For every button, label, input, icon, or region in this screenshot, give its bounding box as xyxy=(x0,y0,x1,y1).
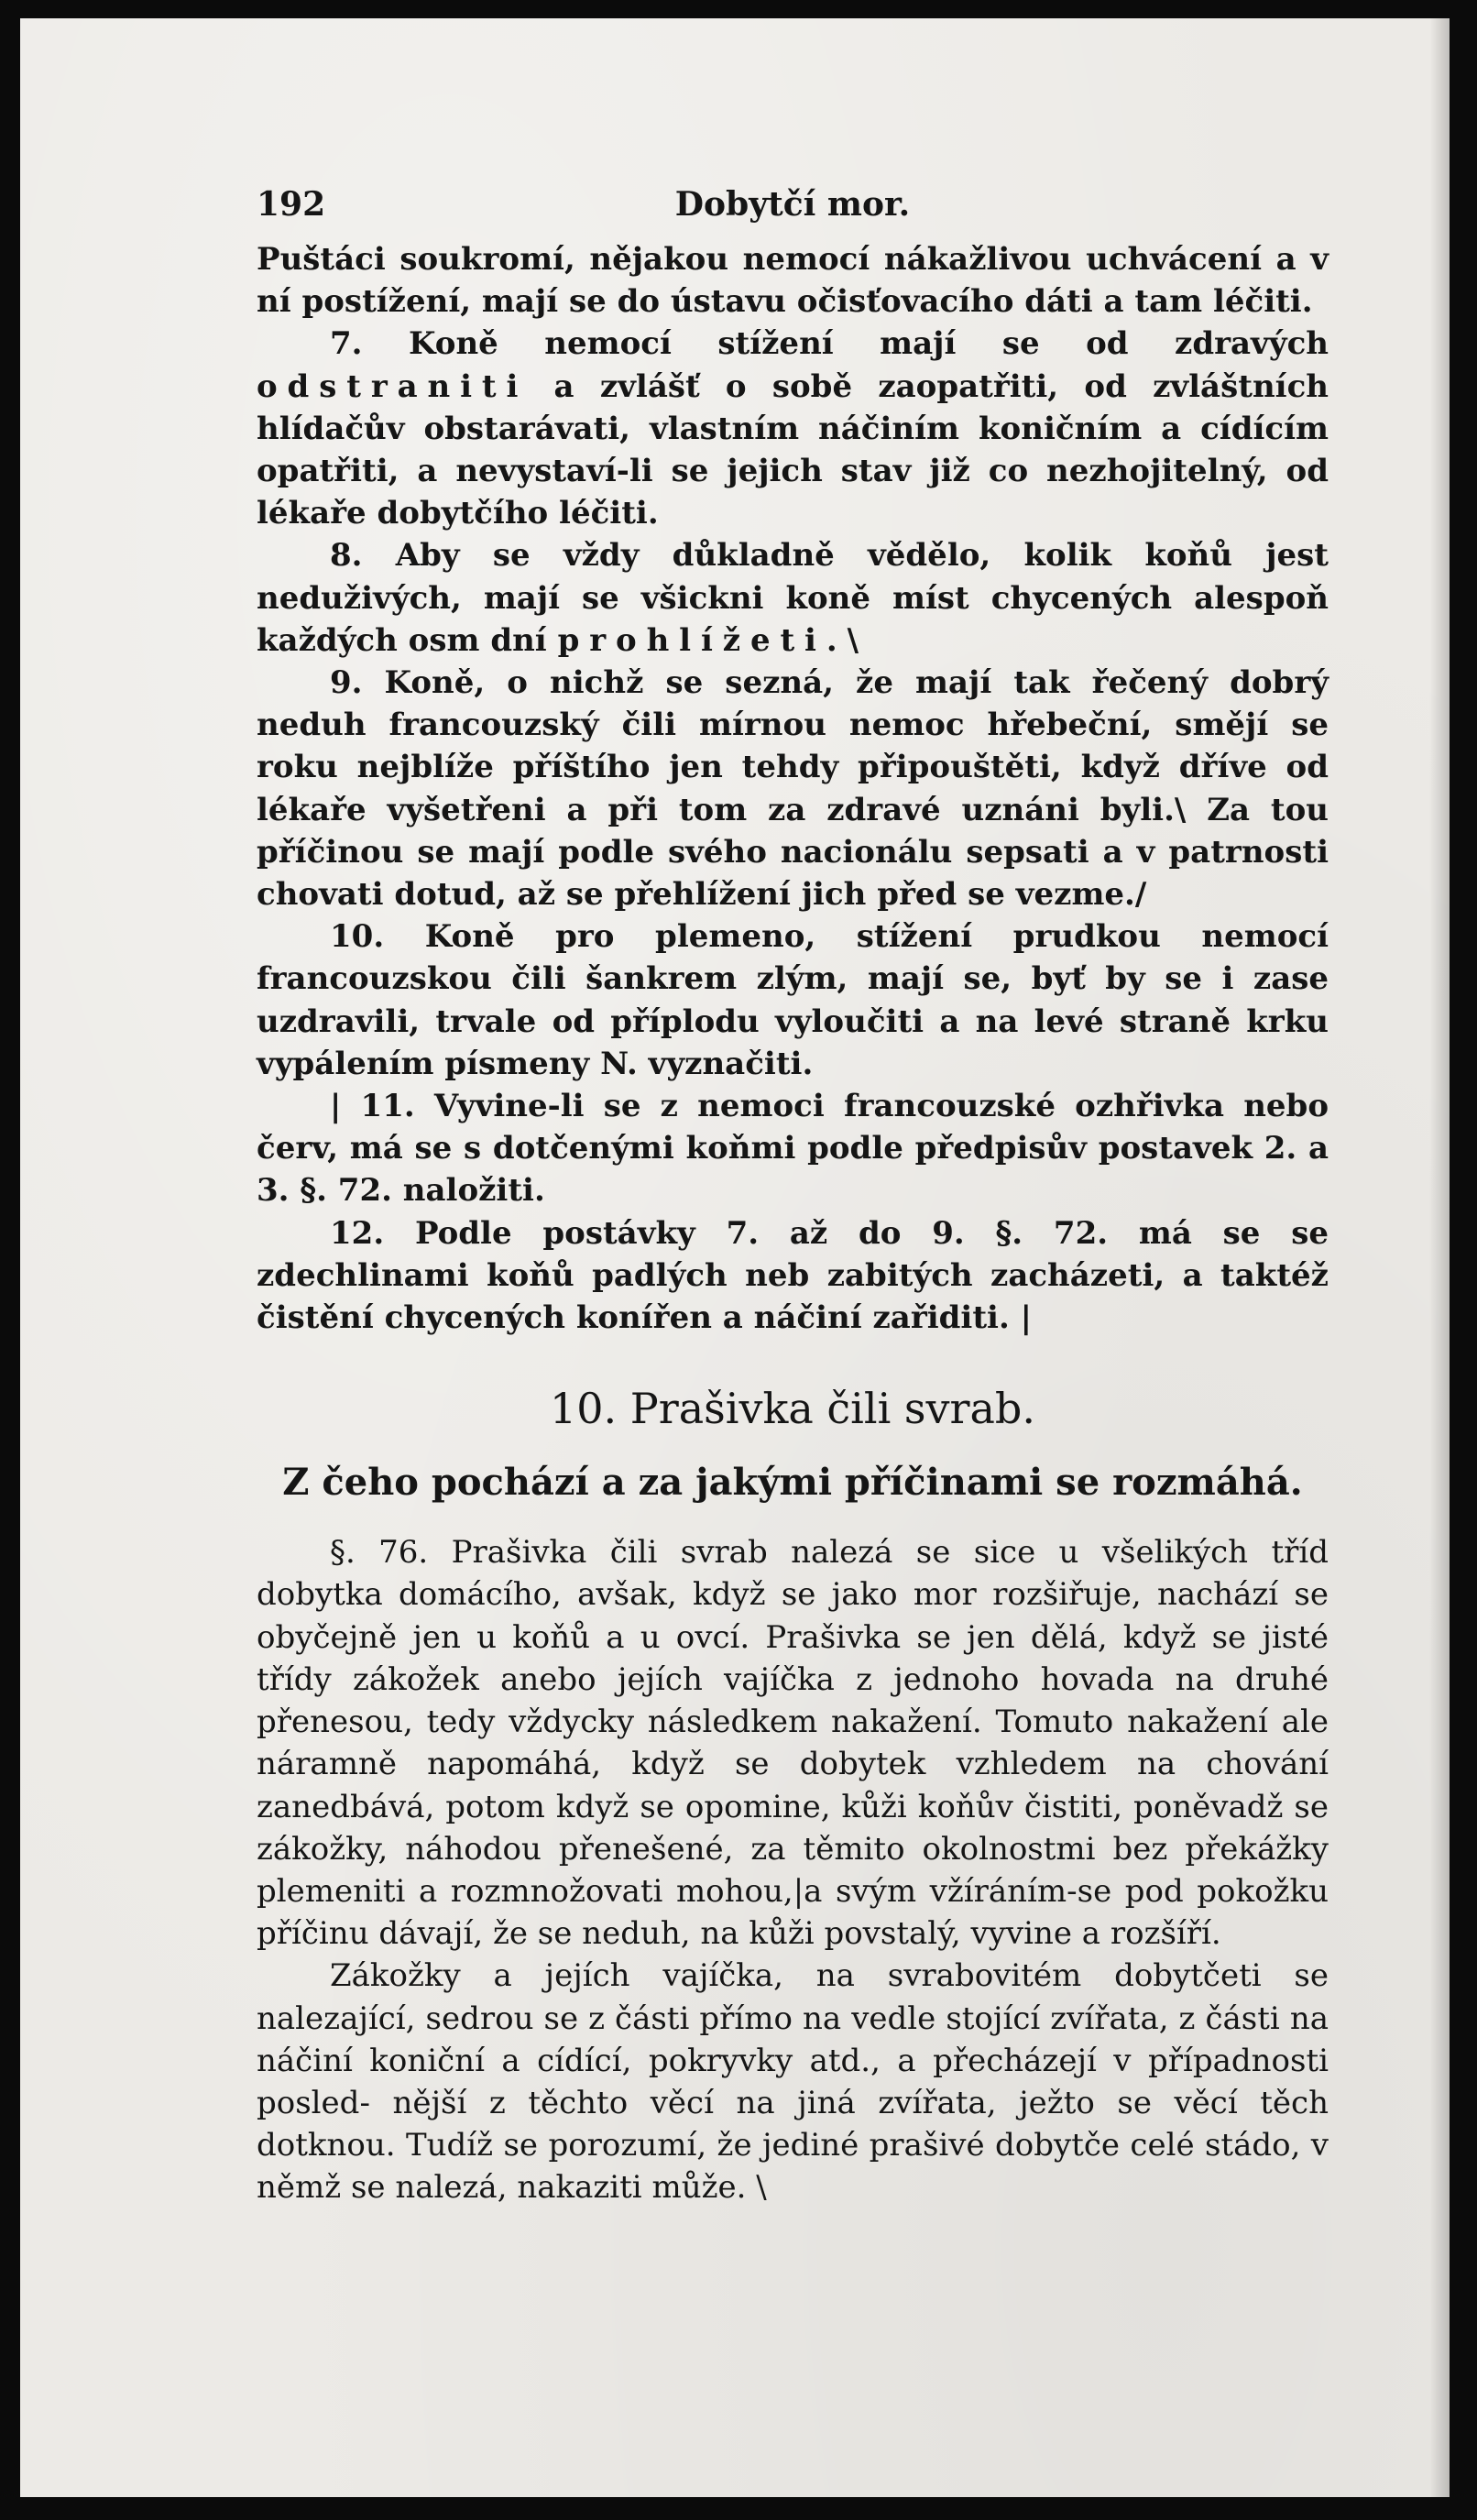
book-page xyxy=(20,18,1450,2497)
running-title: Dobytčí mor. xyxy=(674,185,911,224)
paragraph-7-post: a zvlášť o sobě zaopatřiti, od zvláštních hlídačův obstarávati, vlastním náčiním koničním a cídícím opatřiti, a nevystaví-li se jejich stav již co nezhojitelný, od lékaře dobytčího léčiti. xyxy=(257,367,1329,532)
paragraph-10: 10. Koně pro plemeno, stížení prudkou nemocí francouzskou čili šankrem zlým, mají se, byť by se i zase uzdravili, trvale od příplodu vyloučiti a na levé straně krku vypálením písmeny N. vyznačiti. xyxy=(257,918,1329,1082)
paragraph-9: 9. Koně, o nichž se sezná, že mají tak řečený dobrý neduh francouzský čili mírnou nemoc hřebeční, smějí se roku nejblíže příštího jen tehdy připouštěti, když dříve od lékaře vyšetřeni a při tom za zdravé uznáni byli.\ Za tou příčinou se mají podle svého nacionálu sepsati a v patrnosti chovati dotud, až se přehlížení jich před se vezme./ xyxy=(257,664,1329,914)
paragraph-11: | 11. Vyvine-li se z nemoci francouzské ozhřivka nebo červ, má se s dotčenými koňmi podle předpisův postavek 2. a 3. §. 72. naložiti. xyxy=(257,1088,1329,1210)
section-subtitle: Z čeho pochází a za jakými příčinami se rozmáhá. xyxy=(282,1461,1303,1505)
running-header xyxy=(257,165,1329,238)
paragraph-zakozky: Zákožky a jejích vajíčka, na svrabovitém dobytčeti se nalezající, sedrou se z části přímo na vedle stojící zvířata, z části na náčiní koniční a cídící, pokryvky atd., a přecházejí v případnosti posled- nější z těchto věcí na jiná zvířata, ježto se věcí těch dotknou. Tudíž se porozumí, že jediné prašivé dobytče celé stádo, v němž se nalezá, nakaziti může. \ xyxy=(257,1957,1329,2207)
section-title: 10. Prašivka čili svrab. xyxy=(550,1384,1035,1434)
page-content xyxy=(257,165,1329,2209)
page-edge-shadow xyxy=(1429,18,1450,2497)
page-number: 192 xyxy=(257,185,326,224)
paragraph-7-pre: 7. Koně nemocí stížení mají se od zdravých xyxy=(330,325,1329,363)
paragraph-76: §. 76. Prašivka čili svrab nalezá se sice u všelikých tříd dobytka domácího, avšak, když se jako mor rozšiřuje, nachází se obyčejně jen u koňů a u ovcí. Prašivka se jen dělá, když se jisté třídy zákožek anebo jejích vajíčka z jednoho hovada na druhé přenesou, tedy vždycky následkem nakažení. Tomuto nakažení ale náramně napomáhá, když se dobytek vzhledem na chování zanedbává, potom když se opomine, kůži koňův čistiti, poněvadž se zákožky, náhodou přenešené, za těmito okolnostmi bez překážky plemeniti a rozmnožovati mohou,|a svým vžíráním-se pod pokožku příčinu dávají, že se neduh, na kůži povstalý, vyvine a rozšíří. xyxy=(257,1534,1329,1953)
paragraph-8-pre: 8. Aby se vždy důkladně vědělo, kolik koňů jest neduživých, mají se všickni koně míst chycených alespoň každých osm dní xyxy=(257,537,1329,659)
paragraph-8-post: \ xyxy=(847,621,859,659)
paragraph-8-emphasis: prohlížeti. xyxy=(557,621,848,659)
paragraph-12: 12. Podle postávky 7. až do 9. §. 72. má se se zdechlinami koňů padlých neb zabitých zacházeti, a taktéž čistění chycených konířen a náčiní zařiditi. | xyxy=(257,1214,1329,1337)
paragraph-7 xyxy=(257,323,1329,534)
paragraph-pustaci: Puštáci soukromí, nějakou nemocí nákažlivou uchvácení a v ní postížení, mají se do ústavu očisťovacího dáti a tam léčiti. xyxy=(257,241,1329,321)
paragraph-7-emphasis: odstraniti xyxy=(257,367,529,405)
paragraph-8 xyxy=(257,534,1329,662)
